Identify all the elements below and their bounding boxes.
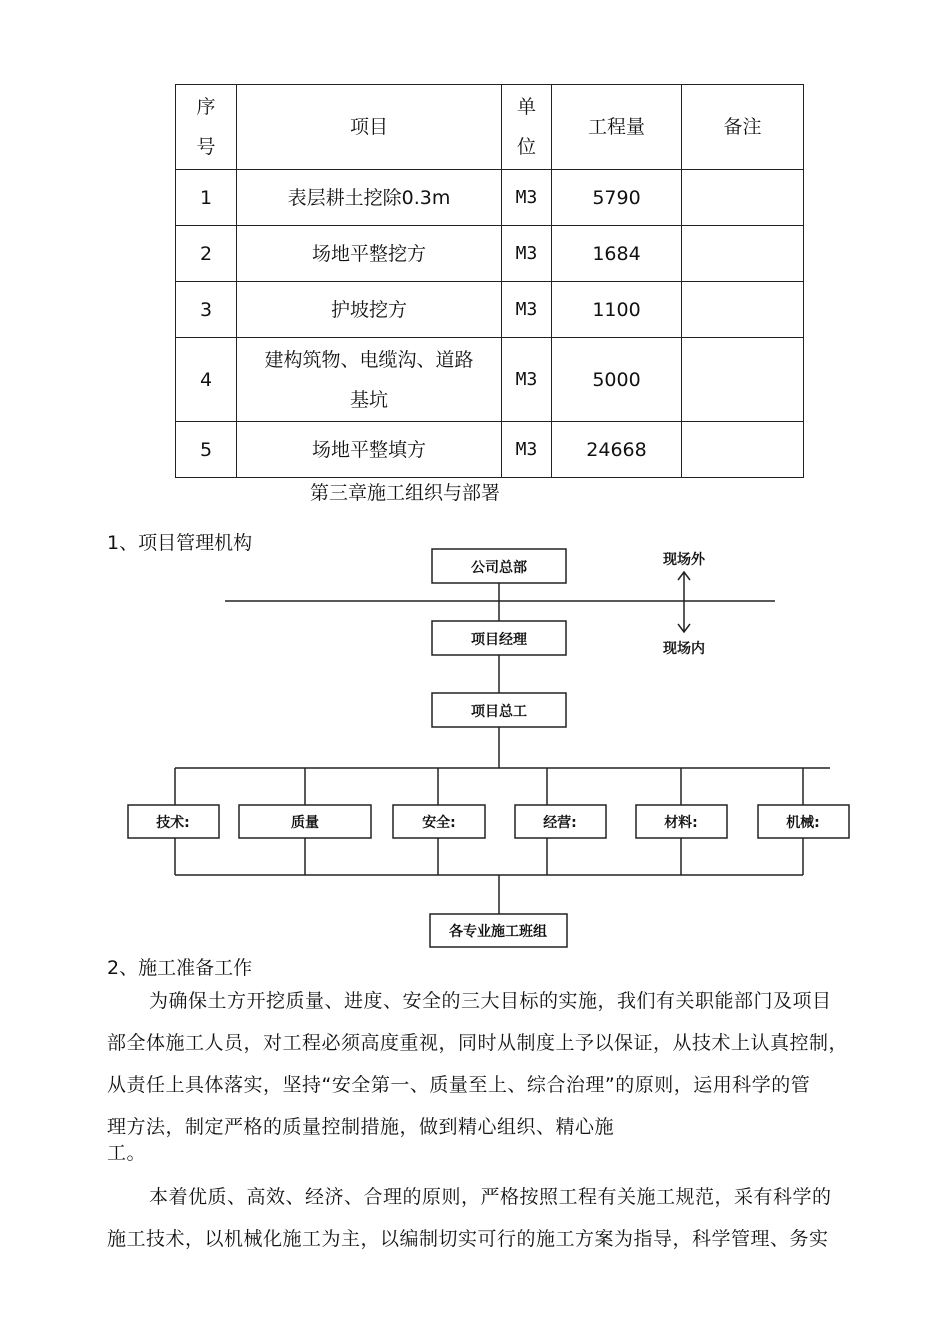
- table-row: [176, 422, 804, 478]
- cell-unit: M3: [502, 338, 552, 422]
- label-dept-materials: 材料:: [664, 815, 698, 831]
- label-onsite: 现场内: [663, 641, 705, 657]
- paragraph-2: [107, 1176, 867, 1260]
- cell-note: [682, 422, 804, 478]
- org-chart: [0, 540, 950, 955]
- cell-unit: M3: [502, 282, 552, 338]
- chapter-title: 第三章施工组织与部署: [309, 482, 500, 504]
- table-row: [176, 338, 804, 422]
- cell-seq: 4: [176, 338, 237, 422]
- cell-seq: 3: [176, 282, 237, 338]
- table-row: [176, 226, 804, 282]
- cell-qty: 1100: [552, 282, 682, 338]
- paragraph-line: 部全体施工人员，对工程必须高度重视，同时从制度上予以保证，从技术上认真控制，: [107, 1032, 849, 1054]
- cell-note: [682, 282, 804, 338]
- cell-qty: 5790: [552, 170, 682, 226]
- cell-note: [682, 170, 804, 226]
- cell-seq: 2: [176, 226, 237, 282]
- header-unit: 单 位: [502, 85, 552, 170]
- cell-note: [682, 338, 804, 422]
- header-seq: 序 号: [176, 85, 237, 170]
- cell-unit: M3: [502, 170, 552, 226]
- paragraph-1: [107, 980, 867, 1148]
- cell-item: 护坡挖方: [237, 282, 502, 338]
- cell-unit: M3: [502, 226, 552, 282]
- table-row: [176, 282, 804, 338]
- cell-item: 场地平整填方: [237, 422, 502, 478]
- label-dept-machinery: 机械:: [786, 815, 820, 831]
- quantity-table: [175, 84, 804, 478]
- cell-qty: 5000: [552, 338, 682, 422]
- paragraph-line: 本着优质、高效、经济、合理的原则，严格按照工程有关施工规范，采有科学的: [149, 1186, 832, 1208]
- label-company-hq: 公司总部: [471, 560, 527, 576]
- paragraph-line: 理方法，制定严格的质量控制措施，做到精心组织、精心施: [107, 1116, 615, 1138]
- label-dept-safety: 安全:: [422, 815, 456, 831]
- cell-item: 表层耕土挖除0.3m: [237, 170, 502, 226]
- cell-item: 建构筑物、电缆沟、道路 基坑: [237, 338, 502, 422]
- label-offsite: 现场外: [663, 552, 705, 568]
- header-note: 备注: [682, 85, 804, 170]
- cell-item: 场地平整挖方: [237, 226, 502, 282]
- cell-note: [682, 226, 804, 282]
- header-qty: 工程量: [552, 85, 682, 170]
- section-heading: 1、项目管理机构: [107, 532, 253, 554]
- cell-unit: M3: [502, 422, 552, 478]
- cell-seq: 5: [176, 422, 237, 478]
- cell-qty: 1684: [552, 226, 682, 282]
- table-header-row: [176, 85, 804, 170]
- paragraph-line: 从责任上具体落实，坚持“安全第一、质量至上、综合治理”的原则，运用科学的管: [107, 1074, 811, 1096]
- label-dept-quality: 质量: [291, 815, 319, 831]
- label-chief-engineer: 项目总工: [471, 704, 527, 720]
- label-construction-teams: 各专业施工班组: [449, 924, 547, 940]
- cell-seq: 1: [176, 170, 237, 226]
- label-dept-operations: 经营:: [543, 815, 577, 831]
- table-row: [176, 170, 804, 226]
- paragraph-1-tail: 工。: [107, 1142, 147, 1164]
- cell-qty: 24668: [552, 422, 682, 478]
- section-heading: 2、施工准备工作: [107, 957, 253, 979]
- header-item: 项目: [237, 85, 502, 170]
- paragraph-line: 施工技术，以机械化施工为主，以编制切实可行的施工方案为指导，科学管理、务实: [107, 1228, 829, 1250]
- label-dept-technology: 技术:: [156, 815, 190, 831]
- paragraph-line: 为确保土方开挖质量、进度、安全的三大目标的实施，我们有关职能部门及项目: [149, 990, 832, 1012]
- label-project-manager: 项目经理: [471, 632, 527, 648]
